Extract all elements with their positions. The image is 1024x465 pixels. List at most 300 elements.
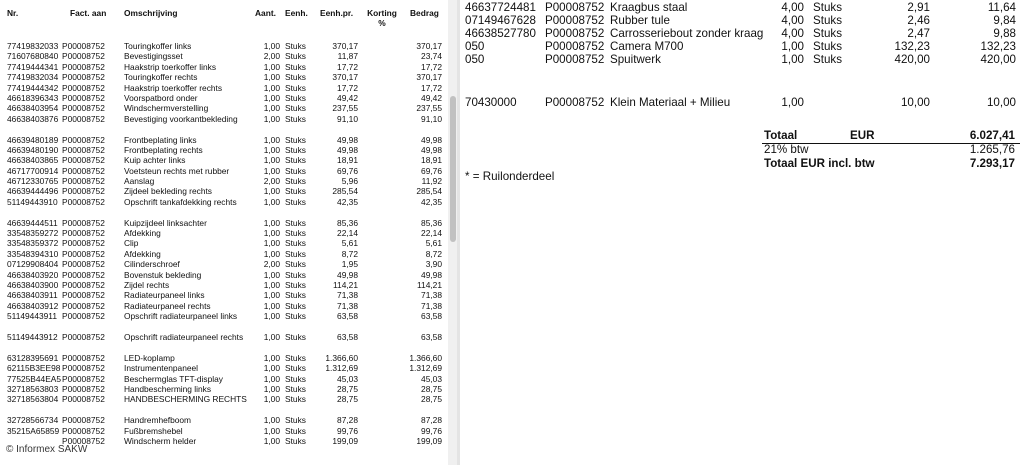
cell-prijs: 370,17 [332,41,358,51]
cell-fact: P00008752 [62,259,105,270]
table-row [0,259,452,269]
cell-nr: 77525B44EA5 [7,373,62,384]
cell-nr: 07129908404 [7,259,59,270]
cell-nr: 33548359272 [7,228,59,239]
cell-desc: Afdekking [124,228,161,239]
cell-prijs: 8,72 [341,248,358,259]
cell-desc: Radiateurpaneel rechts [124,300,211,311]
cell-prijs: 2,46 [907,14,930,27]
header-nr: Nr. [7,8,19,18]
cell-eenh: Stuks [285,300,306,311]
cell-aant: 2,00 [263,176,280,187]
header-korting: Korting % [367,8,397,28]
cell-bedrag: 1.312,69 [409,363,442,374]
cell-nr: 46639480189 [7,134,59,145]
table-row [0,176,452,186]
cell-nr: 35215A65859 [7,425,60,436]
cell-prijs: 132,23 [894,40,930,53]
table-row [0,83,452,93]
cell-desc: Bevestiging voorkantbekleding [124,113,238,124]
cell-prijs: 49,98 [337,144,358,155]
cell-prijs: 2,91 [907,1,930,14]
cell-prijs: 18,91 [337,155,358,166]
cell-fact: P00008752 [62,103,105,114]
cell-fact: P00008752 [62,363,105,374]
cell-nr: 46638403912 [7,300,59,311]
cell-eenh: Stuks [285,196,306,207]
cell-bedrag: 132,23 [980,40,1016,53]
misc-prijs: 10,00 [900,96,930,109]
cell-bedrag: 69,76 [421,165,442,176]
cell-bedrag: 5,61 [425,238,442,249]
table-row [0,62,452,72]
table-row [460,40,1024,53]
header-prijs: Eenh.pr. [320,8,354,18]
header-aant: Aant. [255,8,276,18]
cell-fact: P00008752 [62,186,105,197]
cell-desc: Touringkoffer rechts [124,72,198,83]
cell-aant: 1,00 [781,53,804,66]
cell-aant: 1,00 [781,40,804,53]
cell-aant: 4,00 [781,1,804,14]
cell-fact: P00008752 [62,176,105,187]
cell-desc: Zijdeel bekleding rechts [124,186,212,197]
cell-eenh: Stuks [285,373,306,384]
cell-aant: 4,00 [781,27,804,40]
table-row [0,186,452,196]
cell-bedrag: 18,91 [421,155,442,166]
cell-fact: P00008752 [62,155,105,166]
cell-eenh: Stuks [285,280,306,291]
table-row [460,27,1024,40]
cell-nr: 77419444342 [7,82,59,93]
cell-bedrag: 45,03 [421,373,442,384]
cell-bedrag: 285,54 [416,186,442,197]
cell-aant: 1,00 [263,217,280,228]
cell-aant: 1,00 [263,228,280,239]
vat-row [762,143,1020,157]
cell-eenh: Stuks [285,383,306,394]
cell-bedrag: 22,14 [421,228,442,239]
invoice-page-left [0,0,452,465]
cell-fact: P00008752 [62,165,105,176]
invoice-page-right [460,0,1024,465]
cell-aant: 1,00 [263,269,280,280]
cell-fact: P00008752 [62,311,105,322]
cell-desc: HANDBESCHERMING RECHTS [124,394,247,405]
cell-aant: 1,00 [263,280,280,291]
cell-fact: P00008752 [62,92,105,103]
header-desc: Omschrijving [124,8,178,18]
cell-desc: Afdekking [124,248,161,259]
cell-prijs: 370,17 [332,72,358,83]
cell-fact: P00008752 [62,331,105,342]
cell-prijs: 42,35 [337,196,358,207]
cell-prijs: 17,72 [337,61,358,72]
cell-aant: 1,00 [263,72,280,83]
cell-desc: Radiateurpaneel links [124,290,205,301]
cell-fact: P00008752 [545,27,605,40]
cell-desc: Clip [124,238,139,249]
cell-eenh: Stuks [285,82,306,93]
cell-fact: P00008752 [62,425,105,436]
table-row [0,93,452,103]
cell-fact: P00008752 [62,248,105,259]
cell-nr: 51149443910 [7,196,58,207]
cell-bedrag: 49,98 [421,134,442,145]
cell-nr: 77419832033 [7,41,59,51]
cell-bedrag: 71,38 [421,290,442,301]
cell-aant: 4,00 [781,14,804,27]
cell-prijs: 114,21 [333,280,358,291]
cell-eenh: Stuks [285,103,306,114]
cell-nr: 51149443911 [7,311,57,322]
cell-aant: 1,00 [263,61,280,72]
cell-desc: Kraagbus staal [610,1,688,14]
cell-nr: 51149443912 [7,331,58,342]
cell-eenh: Stuks [285,51,306,62]
cell-eenh: Stuks [285,155,306,166]
cell-bedrag: 87,28 [421,415,442,426]
cell-eenh: Stuks [285,435,306,446]
cell-prijs: 1,95 [341,259,358,270]
cell-desc: Cilinderschroef [124,259,180,270]
cell-prijs: 63,58 [337,311,358,322]
cell-nr: 46638403900 [7,280,59,291]
cell-fact: P00008752 [545,53,605,66]
item-list [0,41,452,446]
cell-prijs: 85,36 [337,217,358,228]
cell-bedrag: 91,10 [421,113,442,124]
cell-bedrag: 49,98 [421,269,442,280]
cell-aant: 1,00 [263,300,280,311]
total-row [762,129,1020,143]
cell-prijs: 71,38 [337,290,358,301]
cell-aant: 1,00 [263,134,280,145]
cell-nr: 46618396343 [7,92,59,103]
cell-nr: 33548394310 [7,248,59,259]
cell-nr: 46638403954 [7,103,59,114]
table-row [0,374,452,384]
cell-fact: P00008752 [62,41,105,51]
cell-aant: 1,00 [263,82,280,93]
cell-nr: 46639444511 [7,217,58,228]
cell-fact: P00008752 [545,1,605,14]
cell-prijs: 420,00 [894,53,930,66]
cell-nr: 46638403865 [7,155,59,166]
table-row [0,426,452,436]
cell-desc: Beschermglas TFT-display [124,373,223,384]
cell-nr: 46712330765 [7,176,59,187]
cell-aant: 2,00 [263,51,280,62]
cell-desc: Handremhefboom [124,415,192,426]
cell-desc: Carrosseriebout zonder kraag [610,27,764,40]
cell-desc: Haakstrip toerkoffer rechts [124,82,223,93]
cell-desc: Kuipzijdeel linksachter [124,217,207,228]
cell-desc: Voetsteun rechts met rubber [124,165,230,176]
cell-prijs: 91,10 [337,113,358,124]
cell-eenh: Stuks [285,176,306,187]
cell-desc: Fußbremshebel [124,425,183,436]
table-row [0,197,452,218]
table-row [0,415,452,425]
scrollbar-thumb[interactable] [450,96,456,242]
table-row [0,353,452,363]
misc-row [460,96,1024,109]
cell-fact: P00008752 [62,290,105,301]
cell-desc: Zijdel rechts [124,280,170,291]
cell-nr: 32718563803 [7,383,59,394]
cell-prijs: 1.312,69 [325,363,358,374]
cell-eenh: Stuks [285,363,306,374]
cell-desc: Camera M700 [610,40,684,53]
cell-fact: P00008752 [62,134,105,145]
cell-fact: P00008752 [62,61,105,72]
vat-value: 1.265,76 [969,143,1015,156]
scrollbar[interactable] [448,0,457,465]
cell-aant: 1,00 [263,331,280,342]
cell-nr: 07149467628 [465,14,536,27]
cell-desc: Spuitwerk [610,53,661,66]
cell-fact: P00008752 [62,228,105,239]
cell-fact: P00008752 [62,72,105,83]
cell-bedrag: 8,72 [425,248,442,259]
cell-eenh: Stuks [285,425,306,436]
cell-eenh: Stuks [285,41,306,51]
cell-nr: 46638403911 [7,290,58,301]
cell-nr: 32728566734 [7,415,59,426]
cell-eenh: Stuks [285,144,306,155]
cell-nr: 71607680840 [7,51,59,62]
table-row [0,114,452,135]
cell-eenh: Stuks [285,186,306,197]
cell-eenh: Stuks [285,269,306,280]
cell-desc: Aanslag [124,176,155,187]
cell-bedrag: 42,35 [421,196,442,207]
cell-aant: 1,00 [263,196,280,207]
cell-bedrag: 49,98 [421,144,442,155]
cell-desc: Frontbeplating links [124,134,197,145]
cell-eenh: Stuks [813,40,842,53]
cell-eenh: Stuks [285,72,306,83]
cell-prijs: 2,47 [907,27,930,40]
table-row [0,301,452,311]
cell-fact: P00008752 [62,196,105,207]
cell-eenh: Stuks [285,165,306,176]
table-row [0,311,452,332]
cell-eenh: Stuks [285,290,306,301]
cell-eenh: Stuks [285,134,306,145]
cell-bedrag: 28,75 [421,383,442,394]
cell-bedrag: 9,88 [993,27,1016,40]
header-fact: Fact. aan [70,8,107,18]
cell-aant: 1,00 [263,435,280,446]
table-row [0,72,452,82]
grand-total-label: Totaal EUR incl. btw [764,157,875,170]
cell-nr: 46638527780 [465,27,536,40]
cell-fact: P00008752 [62,113,105,124]
cell-fact: P00008752 [62,352,105,363]
cell-desc: Voorspatbord onder [124,92,198,103]
cell-prijs: 11,87 [337,51,358,62]
cell-bedrag: 237,55 [416,103,442,114]
table-row [460,53,1024,66]
cell-bedrag: 17,72 [421,61,442,72]
cell-eenh: Stuks [285,113,306,124]
cell-bedrag: 23,74 [421,51,442,62]
table-row [0,41,452,51]
cell-bedrag: 17,72 [421,82,442,93]
cell-fact: P00008752 [62,269,105,280]
table-row [0,218,452,228]
total-currency: EUR [850,129,875,142]
cell-desc: Opschrift radiateurpaneel links [124,311,238,322]
cell-fact: P00008752 [62,51,105,62]
cell-bedrag: 63,58 [421,331,442,342]
cell-fact: P00008752 [62,383,105,394]
cell-fact: P00008752 [62,280,105,291]
cell-desc: Haakstrip toerkoffer links [124,61,217,72]
cell-aant: 1,00 [263,352,280,363]
table-row [0,238,452,248]
table-row [0,51,452,61]
cell-desc: Bovenstuk bekleding [124,269,202,280]
cell-fact: P00008752 [62,373,105,384]
cell-bedrag: 11,92 [421,176,442,187]
cell-eenh: Stuks [285,415,306,426]
table-row [0,166,452,176]
cell-nr: 63128395691 [7,352,59,363]
table-row [0,332,452,353]
cell-prijs: 69,76 [337,165,358,176]
cell-fact: P00008752 [62,415,105,426]
cell-bedrag: 9,84 [993,14,1016,27]
cell-nr: 46717700914 [7,165,59,176]
cell-aant: 1,00 [263,155,280,166]
cell-bedrag: 71,38 [421,300,442,311]
misc-nr: 70430000 [465,96,517,109]
cell-aant: 1,00 [263,92,280,103]
cell-aant: 1,00 [263,238,280,249]
cell-nr: 46639444496 [7,186,59,197]
table-row [0,394,452,415]
cell-fact: P00008752 [62,435,105,446]
cell-prijs: 285,54 [332,186,358,197]
cell-bedrag: 370,17 [416,41,442,51]
cell-nr: 33548359372 [7,238,59,249]
cell-desc: Rubber tule [610,14,670,27]
cell-nr: 46639480190 [7,144,59,155]
cell-desc: Windscherm helder [124,435,197,446]
cell-aant: 1,00 [263,394,280,405]
table-row [0,270,452,280]
total-label: Totaal [764,129,798,142]
cell-eenh: Stuks [285,311,306,322]
header-eenh: Eenh. [285,8,308,18]
table-row [0,249,452,259]
cell-aant: 1,00 [263,41,280,51]
cell-eenh: Stuks [813,27,842,40]
cell-prijs: 5,61 [341,238,358,249]
cell-bedrag: 63,58 [421,311,442,322]
cell-bedrag: 49,42 [421,92,442,103]
cell-prijs: 199,09 [332,435,358,446]
cell-nr: 46637724481 [465,1,536,14]
watermark: © Informex SAKW [6,444,88,455]
cell-prijs: 5,96 [341,176,358,187]
cell-desc: Opschrift tankafdekking rechts [124,196,237,207]
cell-prijs: 28,75 [337,394,358,405]
cell-eenh: Stuks [285,248,306,259]
misc-aant: 1,00 [781,96,804,109]
cell-prijs: 1.366,60 [325,352,358,363]
cell-desc: Opschrift radiateurpaneel rechts [124,331,244,342]
cell-fact: P00008752 [62,82,105,93]
cell-bedrag: 1.366,60 [409,352,442,363]
cell-prijs: 49,42 [337,92,358,103]
cell-aant: 1,00 [263,165,280,176]
table-row [0,228,452,238]
cell-bedrag: 3,90 [425,259,442,270]
cell-nr: 62115B3EE98 [7,363,61,374]
cell-aant: 1,00 [263,383,280,394]
cell-nr: 32718563804 [7,394,59,405]
cell-prijs: 45,03 [337,373,358,384]
cell-fact: P00008752 [62,144,105,155]
cell-fact: P00008752 [62,238,105,249]
table-row [0,145,452,155]
cell-fact: P00008752 [545,40,605,53]
table-row [0,103,452,113]
cell-desc: Bevestigingsset [124,51,183,62]
cell-aant: 1,00 [263,113,280,124]
cell-prijs: 237,55 [332,103,358,114]
misc-fact: P00008752 [545,96,605,109]
cell-bedrag: 370,17 [416,72,442,83]
total-value: 6.027,41 [969,129,1015,142]
cell-prijs: 17,72 [337,82,358,93]
cell-prijs: 87,28 [337,415,358,426]
cell-eenh: Stuks [813,1,842,14]
cell-eenh: Stuks [285,352,306,363]
cell-eenh: Stuks [813,53,842,66]
cell-eenh: Stuks [285,92,306,103]
cell-eenh: Stuks [813,14,842,27]
table-row [0,280,452,290]
cell-prijs: 49,98 [337,269,358,280]
cell-aant: 1,00 [263,311,280,322]
cell-bedrag: 199,09 [416,435,442,446]
table-row [0,384,452,394]
cell-aant: 1,00 [263,103,280,114]
cell-bedrag: 85,36 [421,217,442,228]
cell-desc: Kuip achter links [124,155,186,166]
totals-block [762,129,1020,171]
misc-bedrag: 10,00 [986,96,1016,109]
table-row [0,290,452,300]
cell-desc: LED-koplamp [124,352,175,363]
cell-aant: 1,00 [263,363,280,374]
cell-prijs: 99,76 [337,425,358,436]
cell-aant: 1,00 [263,144,280,155]
cell-desc: Windschermverstelling [124,103,209,114]
cell-nr: 050 [465,53,485,66]
cell-prijs: 63,58 [337,331,358,342]
cell-desc: Touringkoffer links [124,41,192,51]
table-header [0,8,452,32]
cell-eenh: Stuks [285,331,306,342]
table-row [0,363,452,373]
